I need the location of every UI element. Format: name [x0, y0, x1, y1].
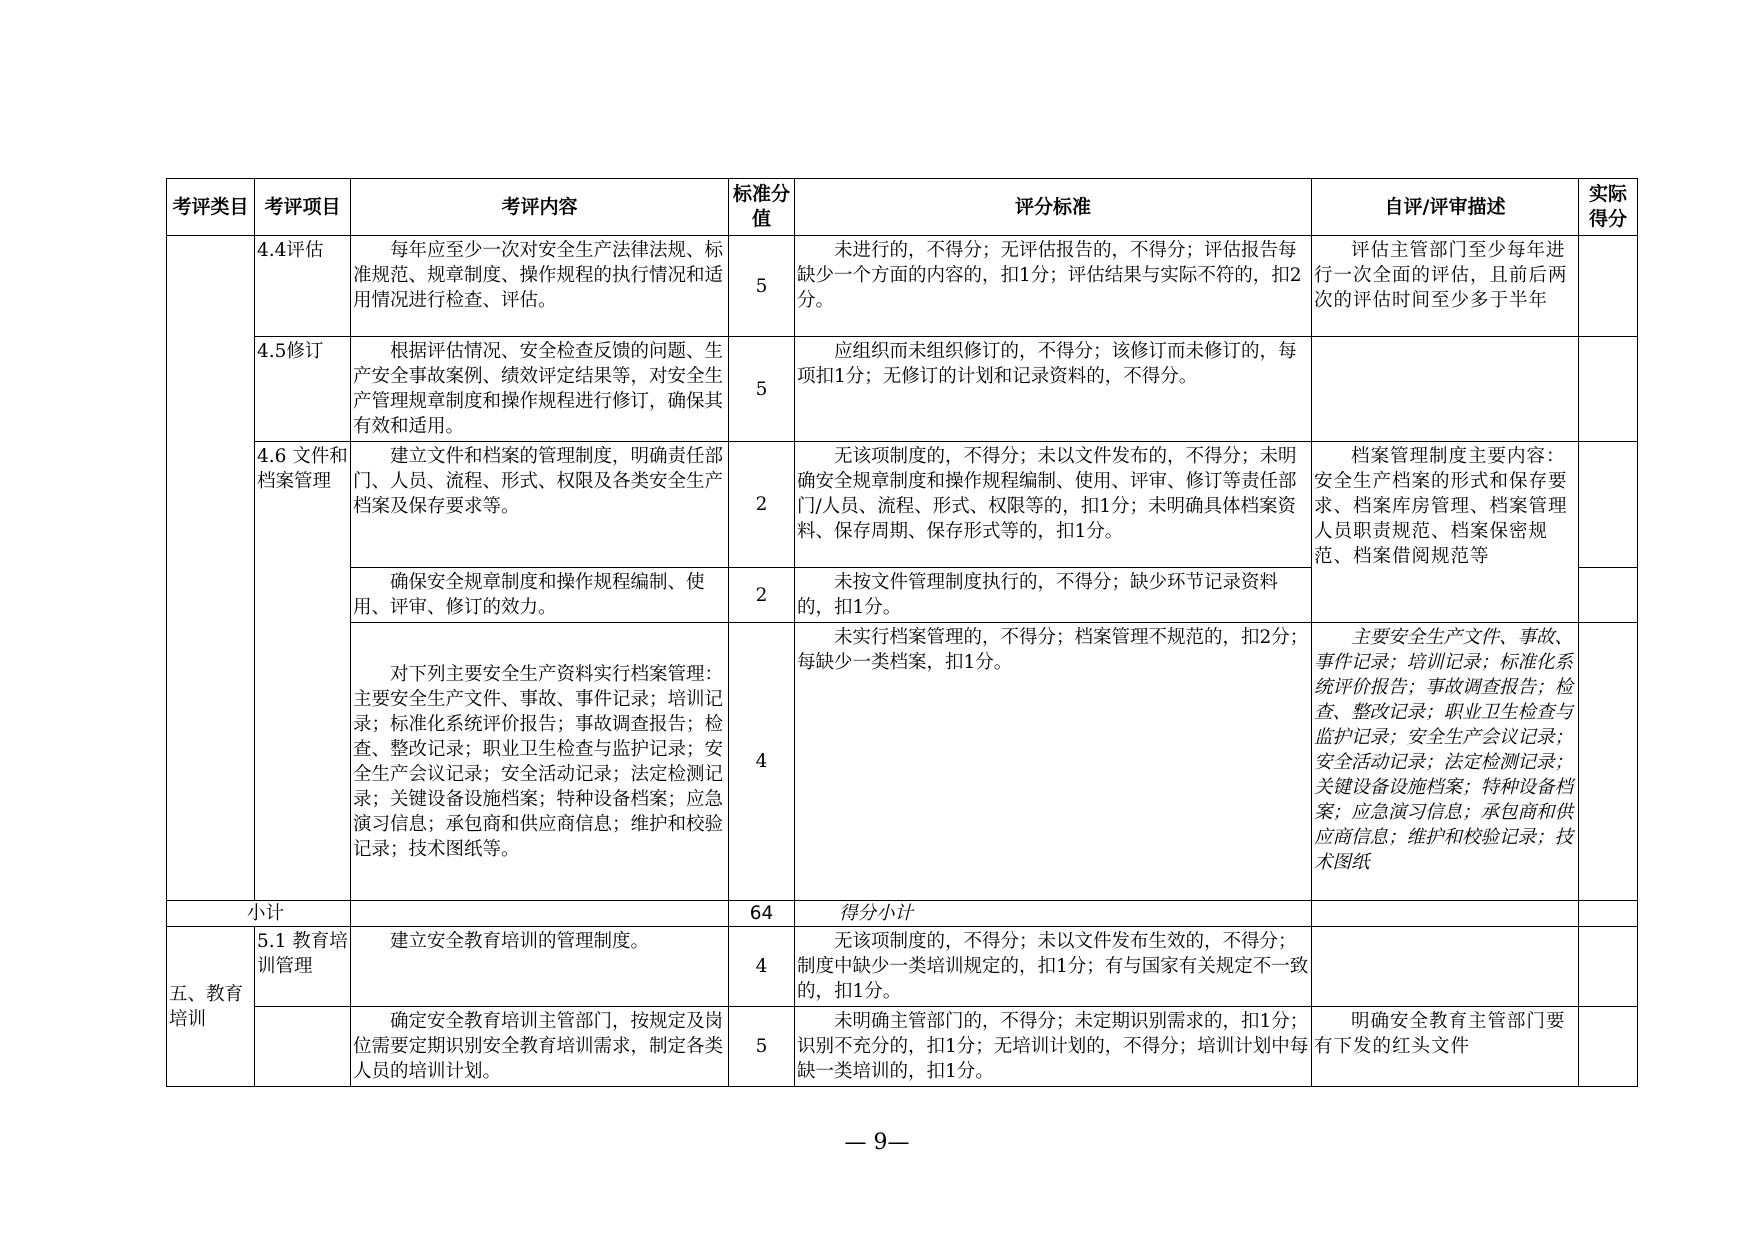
standard-cell: 未进行的，不得分；无评估报告的，不得分；评估报告每缺少一个方面的内容的，扣1分；评估结果与实际不符的，扣2分。 — [795, 236, 1312, 337]
subtotal-empty-cell — [351, 901, 729, 927]
table-row — [167, 236, 1638, 337]
category-cell: 五、教育培训 — [167, 927, 255, 1087]
header-actual: 实际得分 — [1579, 179, 1638, 236]
header-category: 考评类目 — [167, 179, 255, 236]
header-description: 自评/评审描述 — [1312, 179, 1579, 236]
subtotal-description-cell — [1312, 901, 1579, 927]
header-score: 标准分值 — [729, 179, 795, 236]
table-row — [167, 337, 1638, 442]
header-content: 考评内容 — [351, 179, 729, 236]
standard-cell: 无该项制度的，不得分；未以文件发布生效的，不得分；制度中缺少一类培训规定的，扣1分；有与国家有关规定不一致的，扣1分。 — [795, 927, 1312, 1007]
content-cell: 每年应至少一次对安全生产法律法规、标准规范、规章制度、操作规程的执行情况和适用情况进行检查、评估。 — [351, 236, 729, 337]
item-cell: 4.4评估 — [255, 236, 351, 337]
evaluation-table — [166, 178, 1638, 1087]
description-cell: 档案管理制度主要内容：安全生产档案的形式和保存要求、档案库房管理、档案管理人员职责规范、档案保密规范、档案借阅规范等 — [1312, 442, 1579, 623]
score-cell: 5 — [729, 1007, 795, 1087]
score-cell: 4 — [729, 623, 795, 901]
content-cell: 建立安全教育培训的管理制度。 — [351, 927, 729, 1007]
subtotal-label: 小计 — [167, 901, 351, 927]
subtotal-actual-cell — [1579, 901, 1638, 927]
actual-score-cell — [1579, 236, 1638, 337]
item-cell: 5.1 教育培训管理 — [255, 927, 351, 1007]
content-cell: 根据评估情况、安全检查反馈的问题、生产安全事故案例、绩效评定结果等，对安全生产管理规章制度和操作规程进行修订，确保其有效和适用。 — [351, 337, 729, 442]
table-row — [167, 1007, 1638, 1087]
score-cell: 2 — [729, 568, 795, 623]
standard-cell: 未明确主管部门的，不得分；未定期识别需求的，扣1分；识别不充分的，扣1分；无培训计划的，不得分；培训计划中每缺一类培训的，扣1分。 — [795, 1007, 1312, 1087]
table-header-row — [167, 179, 1638, 236]
description-cell — [1312, 927, 1579, 1007]
content-cell: 确定安全教育培训主管部门，按规定及岗位需要定期识别安全教育培训需求，制定各类人员的培训计划。 — [351, 1007, 729, 1087]
table-row — [167, 442, 1638, 568]
actual-score-cell — [1579, 442, 1638, 568]
actual-score-cell — [1579, 623, 1638, 901]
score-cell: 5 — [729, 236, 795, 337]
description-cell — [1312, 337, 1579, 442]
standard-cell: 无该项制度的，不得分；未以文件发布的，不得分；未明确安全规章制度和操作规程编制、使用、评审、修订等责任部门/人员、流程、形式、权限等的，扣1分；未明确具体档案资料、保存周期、保存形式等的，扣1分。 — [795, 442, 1312, 568]
table-row — [167, 623, 1638, 901]
description-cell: 明确安全教育主管部门要有下发的红头文件 — [1312, 1007, 1579, 1087]
header-standard: 评分标准 — [795, 179, 1312, 236]
item-cell: 4.5修订 — [255, 337, 351, 442]
category-cell-empty — [167, 236, 255, 901]
score-cell: 5 — [729, 337, 795, 442]
standard-cell: 未实行档案管理的，不得分；档案管理不规范的，扣2分；每缺少一类档案，扣1分。 — [795, 623, 1312, 901]
score-cell: 4 — [729, 927, 795, 1007]
content-cell: 建立文件和档案的管理制度，明确责任部门、人员、流程、形式、权限及各类安全生产档案及保存要求等。 — [351, 442, 729, 568]
subtotal-row — [167, 901, 1638, 927]
standard-cell: 未按文件管理制度执行的，不得分；缺少环节记录资料的，扣1分。 — [795, 568, 1312, 623]
score-cell: 2 — [729, 442, 795, 568]
description-cell: 评估主管部门至少每年进行一次全面的评估，且前后两次的评估时间至少多于半年 — [1312, 236, 1579, 337]
standard-cell: 应组织而未组织修订的，不得分；该修订而未修订的，每项扣1分；无修订的计划和记录资料的，不得分。 — [795, 337, 1312, 442]
subtotal-score: 64 — [729, 901, 795, 927]
description-cell: 主要安全生产文件、事故、事件记录；培训记录；标准化系统评价报告；事故调查报告；检查、整改记录；职业卫生检查与监护记录；安全生产会议记录；安全活动记录；法定检测记录；关键设备设施档案；特种设备档案；应急演习信息；承包商和供应商信息；维护和校验记录；技术图纸 — [1312, 623, 1579, 901]
actual-score-cell — [1579, 927, 1638, 1007]
content-cell: 确保安全规章制度和操作规程编制、使用、评审、修订的效力。 — [351, 568, 729, 623]
header-item: 考评项目 — [255, 179, 351, 236]
content-cell: 对下列主要安全生产资料实行档案管理：主要安全生产文件、事故、事件记录；培训记录；标准化系统评价报告；事故调查报告；检查、整改记录；职业卫生检查与监护记录；安全生产会议记录；安全活动记录；法定检测记录；关键设备设施档案；特种设备档案；应急演习信息；承包商和供应商信息；维护和校验记录；技术图纸等。 — [351, 623, 729, 901]
actual-score-cell — [1579, 568, 1638, 623]
subtotal-score-label: 得分小计 — [795, 901, 1312, 927]
table-row — [167, 927, 1638, 1007]
actual-score-cell — [1579, 337, 1638, 442]
item-cell-continued — [255, 1007, 351, 1087]
actual-score-cell — [1579, 1007, 1638, 1087]
page-number: — 9— — [844, 1130, 910, 1155]
item-cell: 4.6 文件和档案管理 — [255, 442, 351, 901]
